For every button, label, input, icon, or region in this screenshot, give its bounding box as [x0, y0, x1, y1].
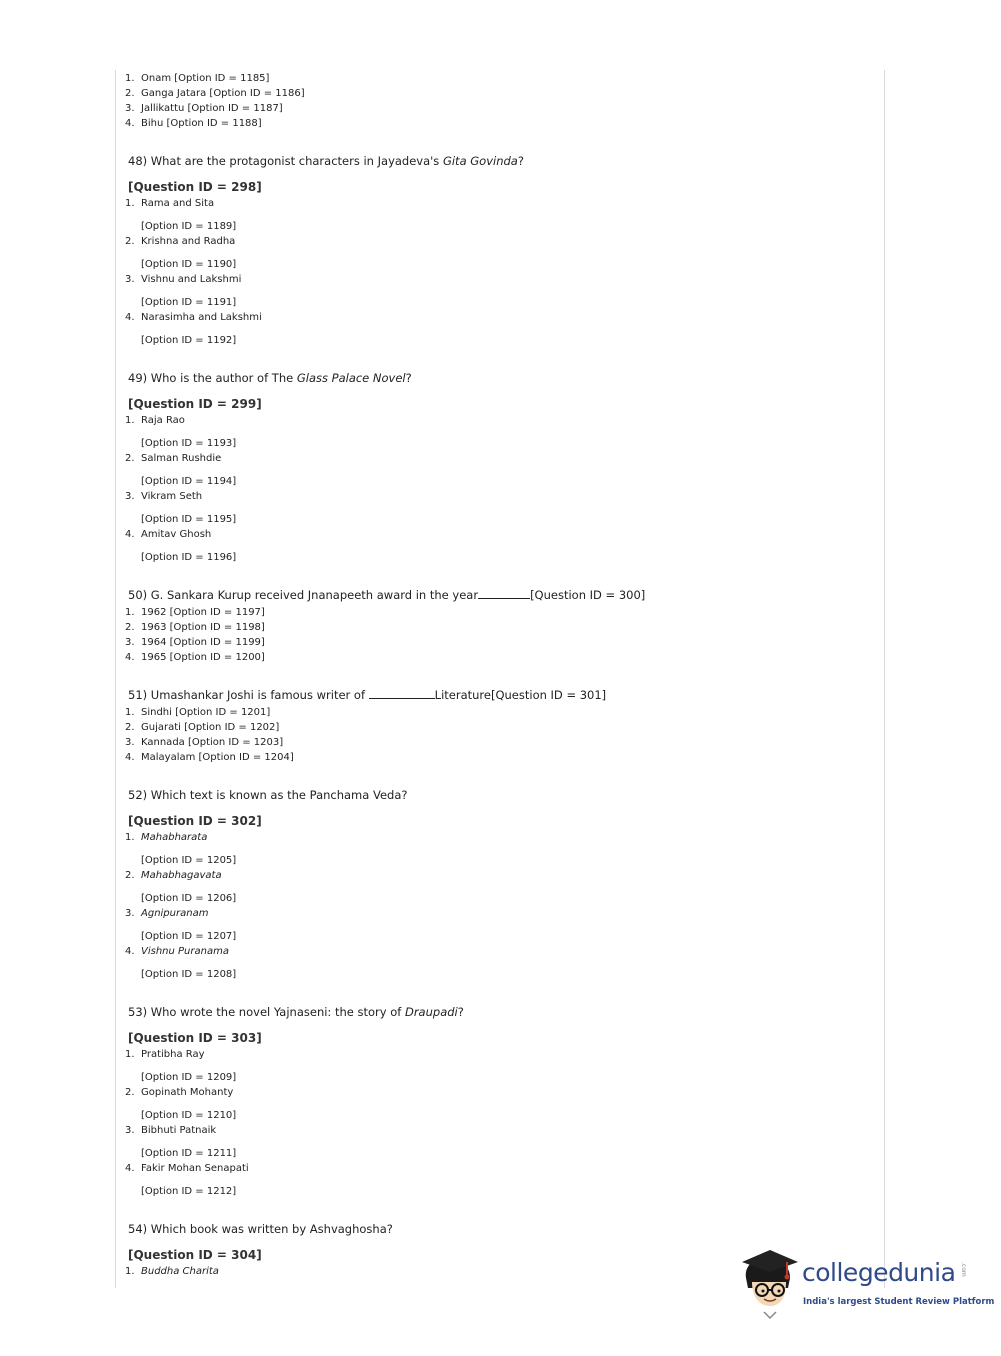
- option-id: [Option ID = 1193]: [141, 438, 237, 449]
- option-item: 3. Vishnu and Lakshmi: [125, 274, 242, 285]
- option-item: 3. Bibhuti Patnaik: [125, 1125, 217, 1136]
- option-id: [Option ID = 1189]: [141, 221, 237, 232]
- question-52: 52) Which text is known as the Panchama Veda?: [128, 788, 408, 802]
- logo-wordmark: collegedunia: [802, 1258, 956, 1287]
- option-item: 2. Gujarati [Option ID = 1202]: [125, 722, 280, 733]
- question-51: 51) Umashankar Joshi is famous writer of Literature[Question ID = 301]: [128, 688, 607, 702]
- question-id: [Question ID = 299]: [128, 397, 262, 411]
- option-item: 1. Onam [Option ID = 1185]: [125, 73, 270, 84]
- option-item: 2. Krishna and Radha: [125, 236, 236, 247]
- option-item: 1. Rama and Sita: [125, 198, 215, 209]
- question-50: 50) G. Sankara Kurup received Jnanapeeth award in the year [Question ID = 300]: [128, 588, 646, 602]
- left-margin-rule: [115, 70, 116, 1288]
- option-id: [Option ID = 1206]: [141, 893, 237, 904]
- option-id: [Option ID = 1209]: [141, 1072, 237, 1083]
- option-item: 4. Amitav Ghosh: [125, 529, 212, 540]
- question-id: [Question ID = 304]: [128, 1248, 262, 1262]
- option-item: 3. Agnipuranam: [125, 908, 209, 919]
- option-id: [Option ID = 1211]: [141, 1148, 237, 1159]
- question-54: 54) Which book was written by Ashvaghosha?: [128, 1222, 393, 1236]
- option-item: 1. Raja Rao: [125, 415, 185, 426]
- question-48: 48) What are the protagonist characters in Jayadeva's Gita Govinda?: [128, 154, 524, 168]
- option-item: 3. Vikram Seth: [125, 491, 203, 502]
- option-item: 2. 1963 [Option ID = 1198]: [125, 622, 265, 633]
- question-id: [Question ID = 298]: [128, 180, 262, 194]
- option-item: 1. Sindhi [Option ID = 1201]: [125, 707, 271, 718]
- option-id: [Option ID = 1208]: [141, 969, 237, 980]
- option-item: 1. 1962 [Option ID = 1197]: [125, 607, 265, 618]
- question-id: [Question ID = 303]: [128, 1031, 262, 1045]
- option-item: 4. Malayalam [Option ID = 1204]: [125, 752, 294, 763]
- question-49: 49) Who is the author of The Glass Palace Novel?: [128, 371, 412, 385]
- option-item: 3. 1964 [Option ID = 1199]: [125, 637, 265, 648]
- option-item: 2. Ganga Jatara [Option ID = 1186]: [125, 88, 305, 99]
- option-item: 3. Kannada [Option ID = 1203]: [125, 737, 284, 748]
- question-id: [Question ID = 302]: [128, 814, 262, 828]
- option-id: [Option ID = 1212]: [141, 1186, 237, 1197]
- option-item: 2. Salman Rushdie: [125, 453, 222, 464]
- option-id: [Option ID = 1190]: [141, 259, 237, 270]
- right-margin-rule: [884, 70, 885, 1288]
- option-item: 4. Bihu [Option ID = 1188]: [125, 118, 262, 129]
- question-paper-page: [125, 71, 875, 1279]
- question-53: 53) Who wrote the novel Yajnaseni: the story of Draupadi?: [128, 1005, 464, 1019]
- option-item: 1. Pratibha Ray: [125, 1049, 205, 1060]
- option-item: 4. 1965 [Option ID = 1200]: [125, 652, 265, 663]
- option-id: [Option ID = 1205]: [141, 855, 237, 866]
- mascot-icon: [740, 1248, 804, 1320]
- option-id: [Option ID = 1207]: [141, 931, 237, 942]
- logo-tagline: India's largest Student Review Platform: [803, 1297, 995, 1307]
- option-item: 2. Gopinath Mohanty: [125, 1087, 234, 1098]
- answer-blank: [478, 587, 530, 599]
- option-item: 4. Fakir Mohan Senapati: [125, 1163, 249, 1174]
- option-id: [Option ID = 1196]: [141, 552, 237, 563]
- option-item: 2. Mahabhagavata: [125, 870, 222, 881]
- collegedunia-logo[interactable]: [740, 1248, 995, 1320]
- option-item: 3. Jallikattu [Option ID = 1187]: [125, 103, 283, 114]
- option-id: [Option ID = 1191]: [141, 297, 237, 308]
- option-id: [Option ID = 1194]: [141, 476, 237, 487]
- option-item: 1. Buddha Charita: [125, 1266, 219, 1277]
- option-item: 4. Narasimha and Lakshmi: [125, 312, 262, 323]
- option-item: 1. Mahabharata: [125, 832, 208, 843]
- option-id: [Option ID = 1195]: [141, 514, 237, 525]
- logo-domain: .com: [960, 1262, 967, 1277]
- option-item: 4. Vishnu Puranama: [125, 946, 229, 957]
- option-id: [Option ID = 1210]: [141, 1110, 237, 1121]
- answer-blank: [369, 687, 435, 699]
- option-id: [Option ID = 1192]: [141, 335, 237, 346]
